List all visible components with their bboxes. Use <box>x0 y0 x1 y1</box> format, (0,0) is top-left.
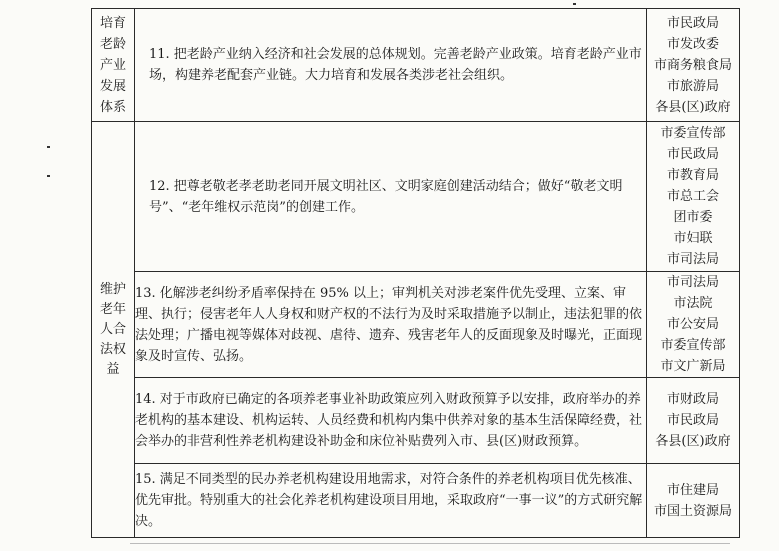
content-cell: 15. 满足不同类型的民办养老机构建设用地需求，对符合条件的养老机构项目优先核准、优先审批。特别重大的社会化养老机构建设项目用地，采取政府“一事一议”的方式研究解决。 <box>135 464 647 538</box>
category-label: 维护老年人合法权益 <box>99 281 126 377</box>
dept-item: 各县(区)政府 <box>655 434 731 449</box>
content-cell: 12. 把尊老敬老孝老助老同开展文明社区、文明家庭创建活动结合；做好“敬老文明号”、“老年维权示范岗”的创建工作。 <box>135 122 647 272</box>
dept-item: 市法院 <box>673 296 713 311</box>
table-row <box>92 122 740 272</box>
dept-item: 市文广新局 <box>660 359 726 374</box>
content-cell: 11. 把老龄产业纳入经济和社会发展的总体规划。完善老龄产业政策。培育老龄产业市场，构建养老配套产业链。大力培育和发展各类涉老社会组织。 <box>135 9 647 122</box>
dept-item: 市总工会 <box>666 189 719 204</box>
dept-item: 市国土资源局 <box>653 503 732 519</box>
responsibility-table <box>91 8 740 538</box>
table-row <box>92 378 740 464</box>
dept-item: 市民政局 <box>666 413 719 428</box>
margin-mark <box>47 175 50 177</box>
page-divider <box>130 543 730 544</box>
dept-item: 市妇联 <box>673 231 713 246</box>
dept-item: 团市委 <box>673 210 713 225</box>
dept-cell <box>647 272 740 378</box>
dept-item: 市司法局 <box>666 275 719 290</box>
margin-mark <box>573 3 576 5</box>
dept-item: 市委宣传部 <box>660 126 726 141</box>
dept-item: 市住建局 <box>666 482 719 498</box>
category-cell <box>92 9 135 122</box>
dept-item: 市商务粮食局 <box>653 57 732 73</box>
dept-item: 各县(区)政府 <box>655 99 731 115</box>
content-cell: 13. 化解涉老纠纷矛盾率保持在 95% 以上；审判机关对涉老案件优先受理、立案、审理、执行；侵害老年人人身权和财产权的不法行为及时采取措施予以制止，违法犯罪的依法处理；广播电视等媒体对歧视、虐待、遗弃、残害老年人的反面现象及时曝光，正面现象及时宣传、弘扬。 <box>135 272 647 378</box>
table-row <box>92 9 740 122</box>
category-label: 培育老龄产业发展体系 <box>99 15 126 115</box>
dept-cell <box>647 378 740 464</box>
dept-item: 市教育局 <box>666 168 719 183</box>
dept-item: 市委宣传部 <box>660 338 726 353</box>
dept-cell <box>647 9 740 122</box>
dept-cell <box>647 464 740 538</box>
dept-cell <box>647 122 740 272</box>
margin-mark <box>47 146 50 148</box>
dept-item: 市民政局 <box>666 147 719 162</box>
dept-item: 市财政局 <box>666 392 719 407</box>
table-row <box>92 464 740 538</box>
table-row <box>92 272 740 378</box>
category-cell <box>92 122 135 538</box>
dept-item: 市民政局 <box>666 15 719 31</box>
dept-item: 市司法局 <box>666 252 719 267</box>
dept-item: 市旅游局 <box>666 78 719 94</box>
dept-item: 市发改委 <box>666 36 719 52</box>
dept-item: 市公安局 <box>666 317 719 332</box>
content-cell: 14. 对于市政府已确定的各项养老事业补助政策应列入财政预算予以安排，政府举办的养老机构的基本建设、机构运转、人员经费和机构内集中供养对象的基本生活保障经费，社会举办的非营利性养老机构建设补助金和床位补贴费列入市、县(区)财政预算。 <box>135 378 647 464</box>
